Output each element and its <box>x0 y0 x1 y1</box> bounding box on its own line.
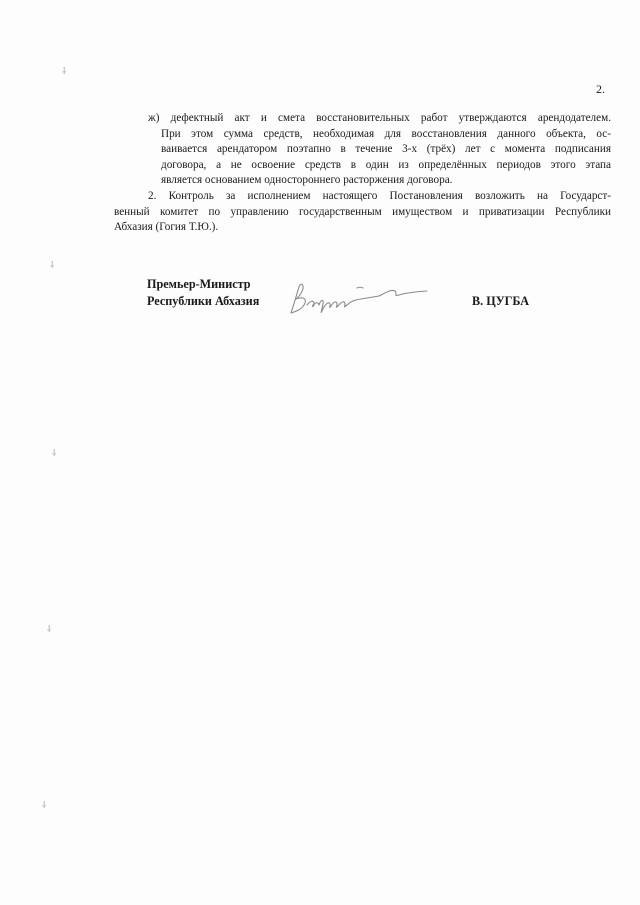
paragraph-zh-line: ваивается арендатором поэтапно в течение 3-х (трёх) лет с момента подписания <box>161 143 611 156</box>
scan-mark: ⸸ <box>52 449 57 459</box>
paragraph-zh-line: договора, а не освоение средств в один из определённых периодов этого этапа <box>161 158 611 171</box>
signatory-title-line: Премьер-Министр <box>147 277 251 291</box>
scan-mark: ⸸ <box>42 801 47 811</box>
paragraph-zh-line: ж) дефектный акт и смета восстановительных работ утверждаются арендодателем. <box>148 112 611 124</box>
signatory-title <box>147 276 259 310</box>
scan-mark: ⸸ <box>50 261 55 271</box>
scan-mark: ⸸ <box>47 625 52 635</box>
paragraph-zh-line: При этом сумма средств, необходимая для восстановления данного объекта, ос- <box>161 127 611 140</box>
paragraph-2-line: венный комитет по управлению государственным имуществом и приватизации Республики <box>114 205 611 218</box>
signatory-name: В. ЦУГБА <box>472 294 530 308</box>
scan-mark: ⸸ <box>62 67 67 77</box>
paragraph-2-line: Абхазия (Гогия Т.Ю.). <box>114 221 219 234</box>
paragraph-2-line: 2. Контроль за исполнением настоящего Постановления возложить на Государст- <box>148 189 611 202</box>
paragraph-zh-line: является основанием одностороннего расторжения договора. <box>161 174 453 187</box>
signature-block <box>147 276 547 326</box>
handwritten-signature <box>287 279 432 319</box>
document-body <box>114 111 611 236</box>
page-number: 2. <box>596 82 605 96</box>
signatory-title-line: Республики Абхазия <box>147 294 260 308</box>
